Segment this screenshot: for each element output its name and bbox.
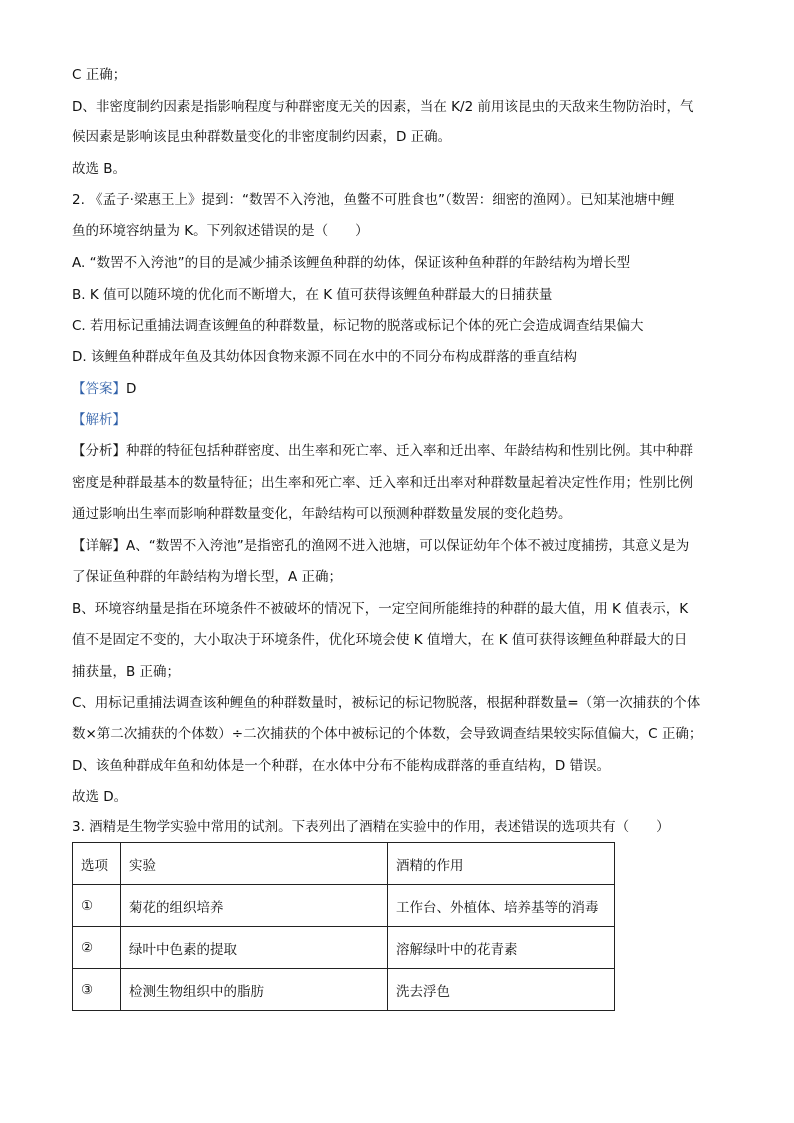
text-line: D、非密度制约因素是指影响程度与种群密度无关的因素，当在 K/2 前用该昆虫的天敌来生物防治时，气 xyxy=(72,99,694,115)
text-line: C 正确； xyxy=(72,67,127,83)
table-row xyxy=(73,969,615,1011)
table-header-cell: 选项 xyxy=(73,843,121,885)
table-cell: 绿叶中色素的提取 xyxy=(121,927,388,969)
answer-line xyxy=(72,380,136,398)
question-2-stem: 鱼的环境容纳量为 K。下列叙述错误的是（ ） xyxy=(72,223,369,239)
question-3-stem: 3. 酒精是生物学实验中常用的试剂。下表列出了酒精在实验中的作用，表述错误的选项共有（ ） xyxy=(72,819,670,835)
detail-line: B、环境容纳量是指在环境条件不被破坏的情况下，一定空间所能维持的种群的最大值，用 K 值表示，K xyxy=(72,601,689,617)
detail-line: 捕获量，B 正确； xyxy=(72,664,181,680)
table-cell: ① xyxy=(73,885,121,927)
option-b: B. K 值可以随环境的优化而不断增大，在 K 值可获得该鲤鱼种群最大的日捕获量 xyxy=(72,287,553,303)
option-a: A. “数罟不入洿池”的目的是减少捕杀该鲤鱼种群的幼体，保证该种鱼种群的年龄结构为增长型 xyxy=(72,255,631,271)
analysis-subtag: 【分析】 xyxy=(72,443,126,459)
table-cell: 溶解绿叶中的花青素 xyxy=(388,927,615,969)
table-row xyxy=(73,927,615,969)
detail-line: D、该鱼种群成年鱼和幼体是一个种群，在水体中分布不能构成群落的垂直结构，D 错误。 xyxy=(72,758,611,774)
table-header-cell: 实验 xyxy=(121,843,388,885)
detail-line xyxy=(72,537,689,555)
detail-line: C、用标记重捕法调查该种鲤鱼的种群数量时，被标记的标记物脱落，根据种群数量=（第一次捕获的个体 xyxy=(72,695,701,711)
analysis-line: 通过影响出生率而影响种群数量变化，年龄结构可以预测种群数量发展的变化趋势。 xyxy=(72,506,572,522)
table-header-row xyxy=(73,843,615,885)
ethanol-table xyxy=(72,842,615,1011)
table-cell: ② xyxy=(73,927,121,969)
analysis-line: 密度是种群最基本的数量特征；出生率和死亡率、迁入率和迁出率对种群数量起着决定性作用；性别比例 xyxy=(72,475,693,491)
table-cell: ③ xyxy=(73,969,121,1011)
table-cell: 洗去浮色 xyxy=(388,969,615,1011)
table-cell: 检测生物组织中的脂肪 xyxy=(121,969,388,1011)
detail-line: 值不是固定不变的，大小取决于环境条件，优化环境会使 K 值增大，在 K 值可获得该鲤鱼种群最大的日 xyxy=(72,632,688,648)
table-header-cell: 酒精的作用 xyxy=(388,843,615,885)
option-c: C. 若用标记重捕法调查该鲤鱼的种群数量，标记物的脱落或标记个体的死亡会造成调查结果偏大 xyxy=(72,318,644,334)
answer-value: D xyxy=(126,381,137,397)
table-row xyxy=(73,885,615,927)
detail-text: A、“数罟不入洿池”是指密孔的渔网不进入池塘，可以保证幼年个体不被过度捕捞，其意义是为 xyxy=(126,538,690,554)
analysis-text: 种群的特征包括种群密度、出生率和死亡率、迁入率和迁出率、年龄结构和性别比例。其中种群 xyxy=(126,443,693,459)
table-cell: 菊花的组织培养 xyxy=(121,885,388,927)
conclusion-line: 故选 D。 xyxy=(72,789,128,805)
analysis-line xyxy=(72,442,693,460)
question-2-stem: 2. 《孟子·梁惠王上》提到：“数罟不入洿池，鱼鳖不可胜食也”（数罟：细密的渔网）。已知某池塘中鲤 xyxy=(72,192,675,208)
text-line: 候因素是影响该昆虫种群数量变化的非密度制约因素，D 正确。 xyxy=(72,129,452,145)
detail-line: 了保证鱼种群的年龄结构为增长型，A 正确； xyxy=(72,569,343,585)
text-line: 故选 B。 xyxy=(72,161,127,177)
answer-tag: 【答案】 xyxy=(72,381,126,397)
option-d: D. 该鲤鱼种群成年鱼及其幼体因食物来源不同在水中的不同分布构成群落的垂直结构 xyxy=(72,349,577,365)
detail-line: 数×第二次捕获的个体数）÷二次捕获的个体中被标记的个体数，会导致调查结果较实际值偏大，C 正确； xyxy=(72,726,703,742)
table-cell: 工作台、外植体、培养基等的消毒 xyxy=(388,885,615,927)
analysis-heading xyxy=(72,411,126,429)
detail-tag: 【详解】 xyxy=(72,538,126,554)
analysis-tag: 【解析】 xyxy=(72,412,126,428)
